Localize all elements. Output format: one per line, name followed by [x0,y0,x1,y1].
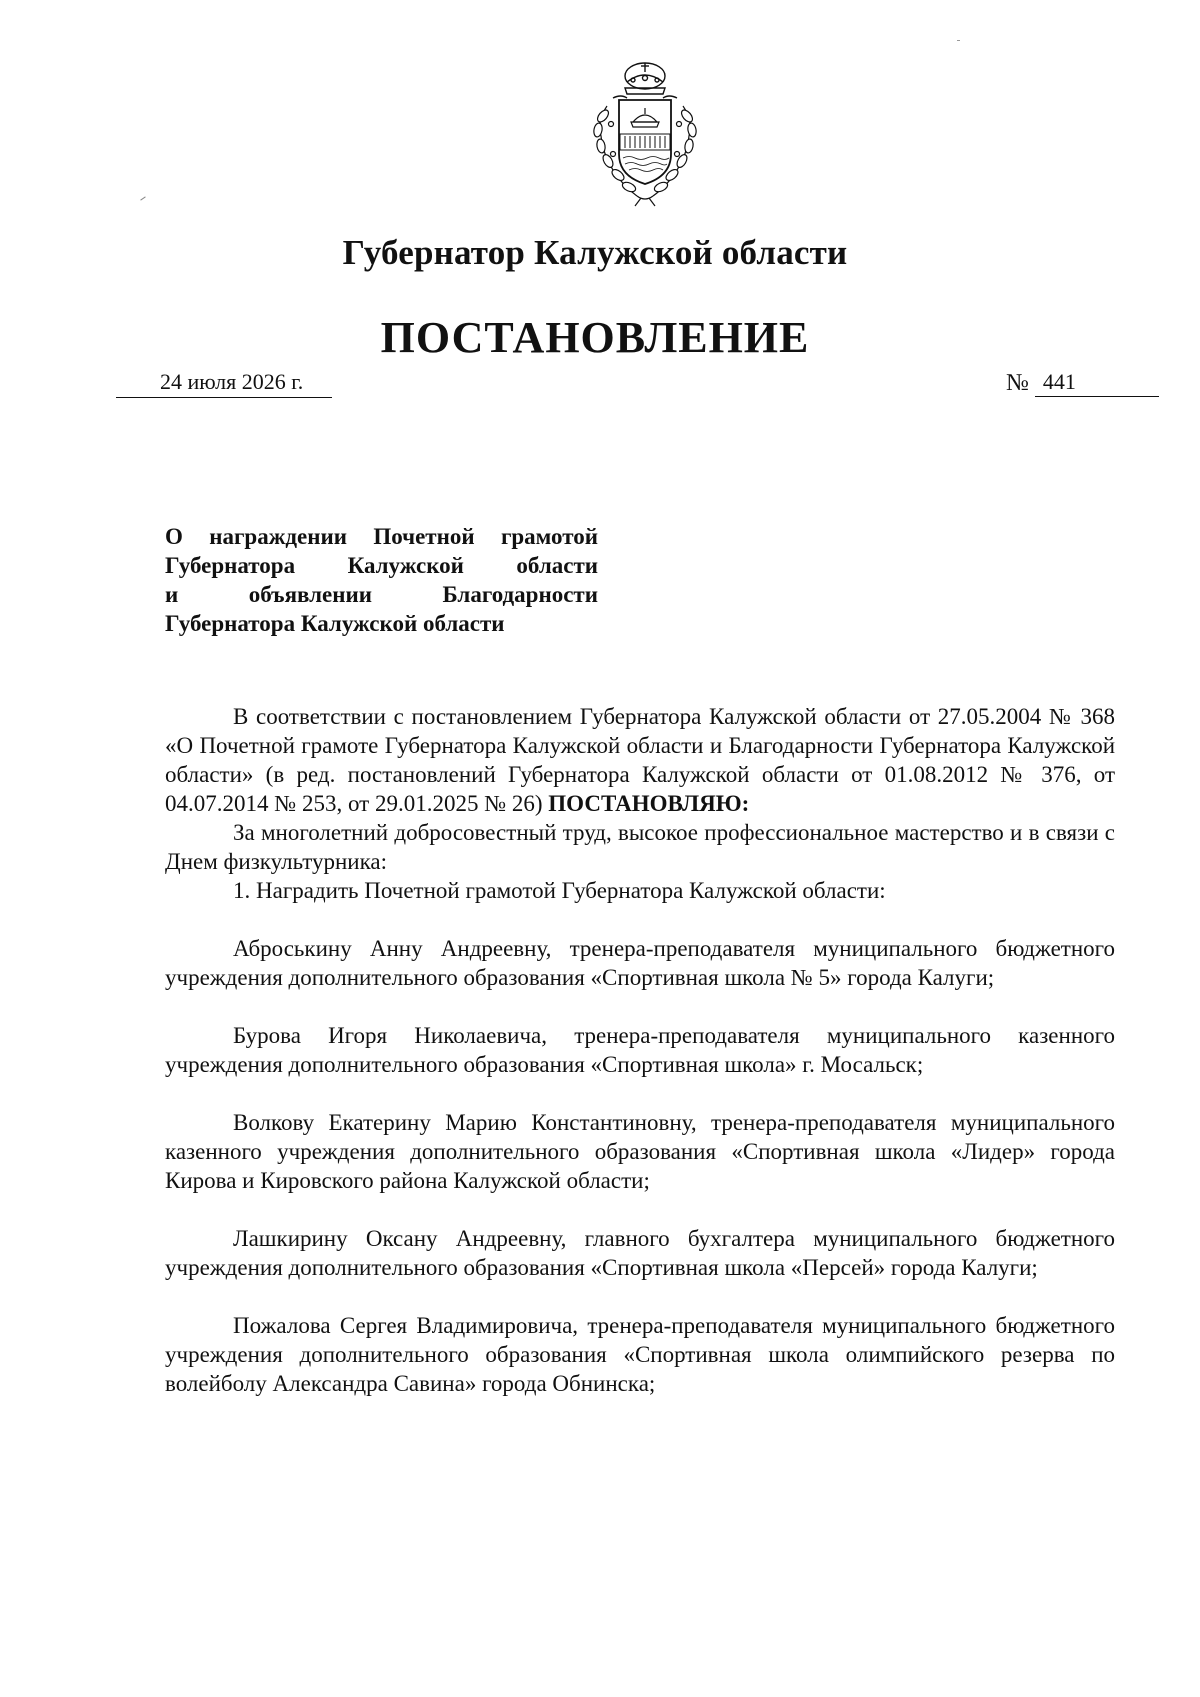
subject-line: и объявлении Благодарности [165,582,598,607]
awardee-paragraph: Лашкирину Оксану Андреевну, главного бухгалтера муниципального бюджетного учреждения дополнительного образования «Спортивная школа «Персей» города Калуги; [165,1226,1115,1280]
awardee-paragraph: Бурова Игоря Николаевича, тренера-преподавателя муниципального казенного учреждения дополнительного образования «Спортивная школа» г. Мосальск; [165,1023,1115,1077]
awardee-paragraph: Аброськину Анну Андреевну, тренера-преподавателя муниципального бюджетного учреждения дополнительного образования «Спортивная школа № 5» города Калуги; [165,936,1115,990]
coat-of-arms-emblem [583,58,707,208]
issuing-authority: Губернатор Калужской области [342,233,848,272]
awardee-paragraph: Пожалова Сергея Владимировича, тренера-преподавателя муниципального бюджетного учреждения дополнительного образования «Спортивная школа олимпийского резерва по волейболу Александра Савина» города Обнинска; [165,1313,1115,1396]
subject-line: Губернатора Калужской области [165,553,598,578]
document-number-block [1006,368,1159,398]
awardee-paragraph: Волкову Екатерину Марию Константиновну, тренера-преподавателя муниципального казенного учреждения дополнительного образования «Спортивная школа «Лидер» города Кирова и Кировского района Калужской области; [165,1110,1115,1193]
subject-line: О награждении Почетной грамотой [165,524,598,549]
number-sign: № [1006,370,1029,396]
document-date: 24 июля 2026 г. [116,368,332,398]
reason-paragraph: За многолетний добросовестный труд, высокое профессиональное мастерство и в связи с Днем физкультурника: [165,820,1115,874]
preamble-text: В соответствии с постановлением Губернатора Калужской области от 27.05.2004 № 368 «О Почетной грамоте Губернатора Калужской области и Благодарности Губернатора Калужской области» (в ред. постановлений Губернатора Калужской области от 01.08.2012 № 376, от 04.07.2014 № 253, от 29.01.2025 № 26) [165,704,1115,816]
preamble-paragraph [165,702,1115,818]
scan-speck [957,40,960,41]
document-type-title: ПОСТАНОВЛЕНИЕ [380,313,810,362]
subject-line: Губернатора Калужской области [165,611,505,636]
item-1-heading: 1. Наградить Почетной грамотой Губернатора Калужской области: [233,878,886,903]
decree-word: ПОСТАНОВЛЯЮ: [548,791,750,816]
document-subject [165,522,598,638]
scan-speck [140,196,145,200]
document-number: 441 [1035,368,1159,397]
document-body [165,702,1115,1398]
